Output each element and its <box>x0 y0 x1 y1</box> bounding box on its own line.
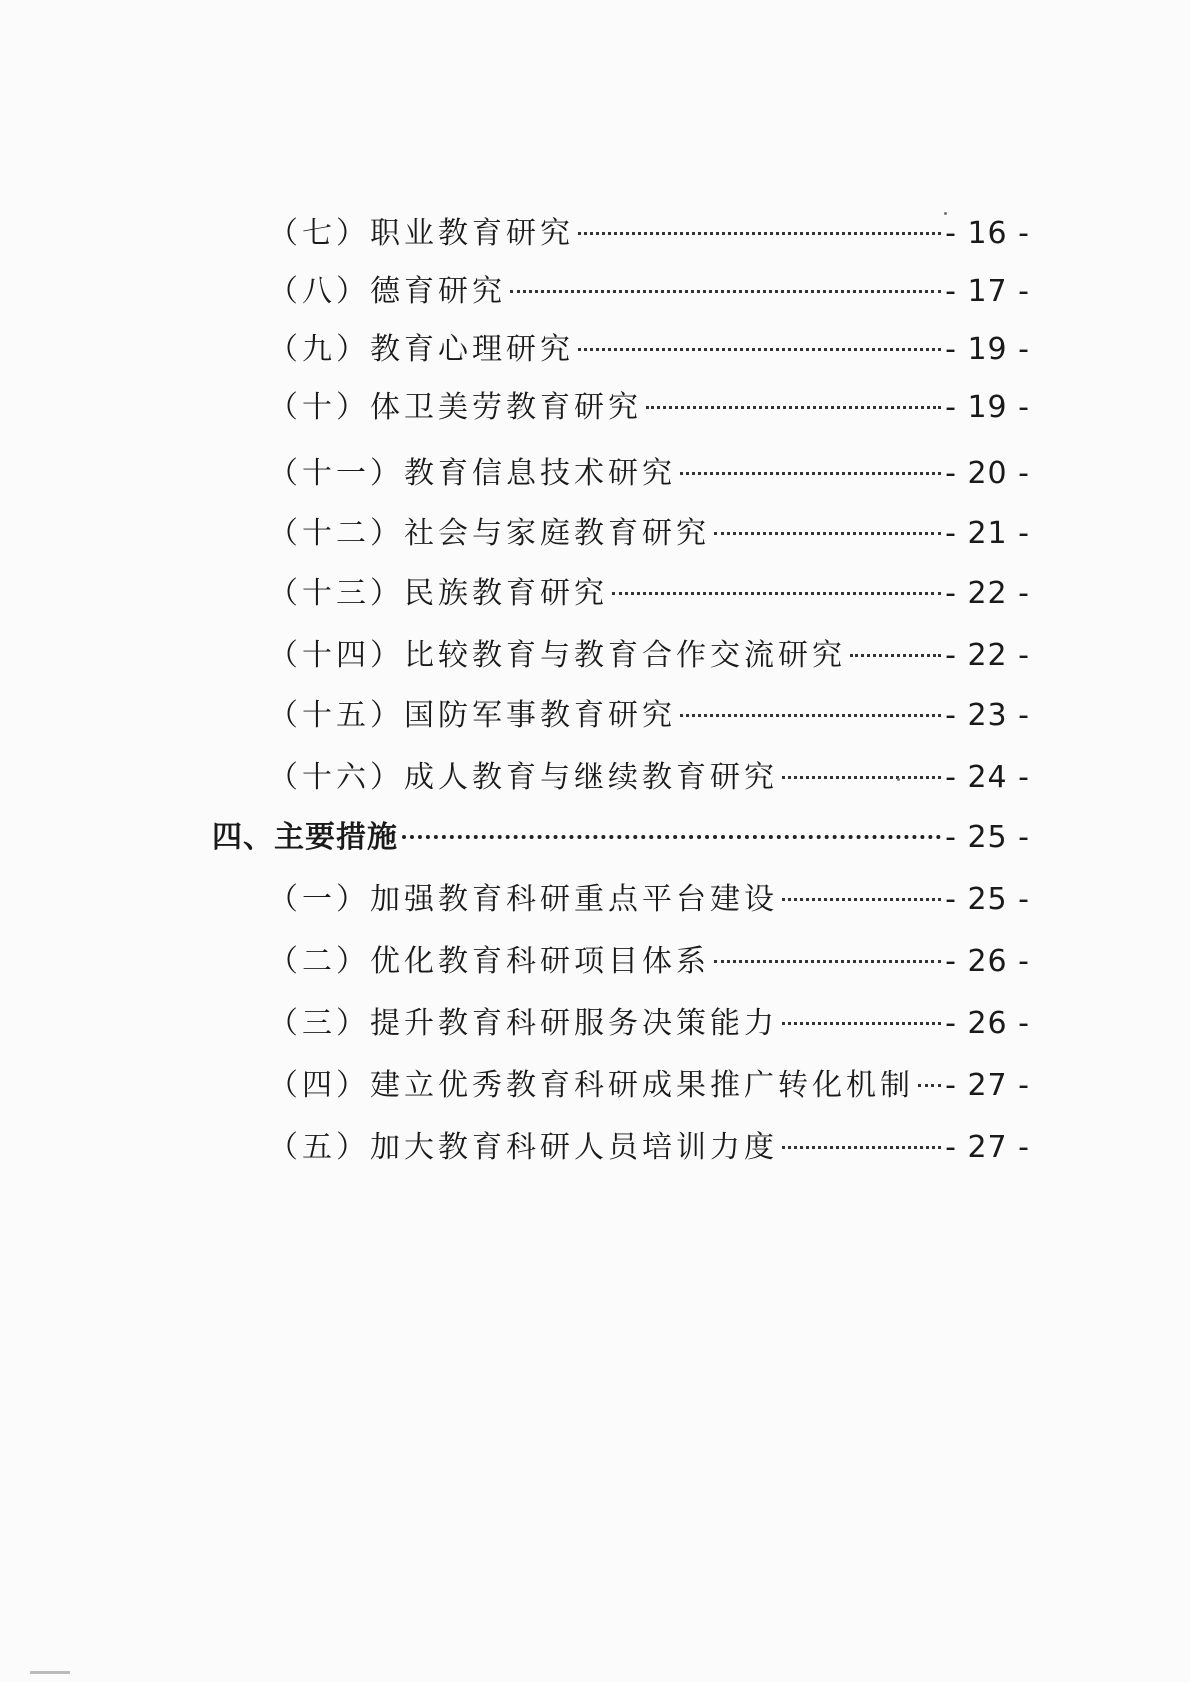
toc-entry-page: - 27 - <box>945 1130 1030 1165</box>
toc-dot-leader <box>646 406 941 409</box>
toc-dot-leader <box>714 532 941 535</box>
toc-entry <box>268 570 1030 618</box>
toc-entry-page: - 24 - <box>945 760 1030 795</box>
toc-dot-leader <box>782 776 941 779</box>
toc-entry-page: - 17 - <box>945 274 1030 309</box>
toc-entry-label: （八）德育研究 <box>268 274 506 309</box>
toc-entry <box>268 326 1030 374</box>
toc-section-heading <box>212 814 1030 862</box>
toc-entry <box>268 384 1030 432</box>
toc-entry-label: （十三）民族教育研究 <box>268 576 608 611</box>
toc-entry <box>268 1062 1030 1110</box>
toc-entry-page: - 19 - <box>945 390 1030 425</box>
toc-entry <box>268 1124 1030 1172</box>
toc-entry-page: - 22 - <box>945 638 1030 673</box>
toc-entry-page: - 26 - <box>945 1006 1030 1041</box>
toc-entry <box>268 210 1030 258</box>
toc-entry <box>268 268 1030 316</box>
toc-entry-label: （十二）社会与家庭教育研究 <box>268 516 710 551</box>
toc-entry <box>268 938 1030 986</box>
toc-dot-leader <box>680 472 941 475</box>
toc-dot-leader <box>714 960 941 963</box>
toc-dot-leader <box>782 898 941 901</box>
toc-dot-leader <box>402 835 941 839</box>
scan-edge-mark <box>30 1671 70 1674</box>
toc-dot-leader <box>850 654 941 657</box>
toc-entry <box>268 510 1030 558</box>
toc-dot-leader <box>680 714 941 717</box>
toc-entry-label: （十）体卫美劳教育研究 <box>268 390 642 425</box>
toc-entry-page: - 21 - <box>945 516 1030 551</box>
toc-entry-page: - 26 - <box>945 944 1030 979</box>
toc-entry-label: （十四）比较教育与教育合作交流研究 <box>268 638 846 673</box>
toc-dot-leader <box>918 1084 941 1087</box>
toc-dot-leader <box>612 592 941 595</box>
toc-entry-label: （七）职业教育研究 <box>268 216 574 251</box>
toc-entry-label: （十五）国防军事教育研究 <box>268 698 676 733</box>
toc-entry-label: （五）加大教育科研人员培训力度 <box>268 1130 778 1165</box>
toc-dot-leader <box>782 1146 941 1149</box>
toc-entry-label: （四）建立优秀教育科研成果推广转化机制 <box>268 1068 914 1103</box>
scan-speck <box>897 778 900 781</box>
toc-section-page: - 25 - <box>945 820 1030 855</box>
toc-entry <box>268 1000 1030 1048</box>
toc-entry-label: （二）优化教育科研项目体系 <box>268 944 710 979</box>
toc-section-label: 四、主要措施 <box>212 820 398 855</box>
toc-entry-label: （十六）成人教育与继续教育研究 <box>268 760 778 795</box>
toc-dot-leader <box>578 348 941 351</box>
toc-entry-page: - 23 - <box>945 698 1030 733</box>
toc-entry-page: - 22 - <box>945 576 1030 611</box>
toc-entry-page: - 16 - <box>945 216 1030 251</box>
toc-entry-label: （一）加强教育科研重点平台建设 <box>268 882 778 917</box>
toc-entry-label: （十一）教育信息技术研究 <box>268 456 676 491</box>
toc-entry-page: - 25 - <box>945 882 1030 917</box>
toc-entry-label: （九）教育心理研究 <box>268 332 574 367</box>
toc-entry-page: - 19 - <box>945 332 1030 367</box>
toc-entry <box>268 692 1030 740</box>
scan-speck <box>944 212 947 215</box>
toc-dot-leader <box>510 290 941 293</box>
toc-entry <box>268 876 1030 924</box>
toc-entry-label: （三）提升教育科研服务决策能力 <box>268 1006 778 1041</box>
toc-entry <box>268 632 1030 680</box>
toc-entry-page: - 27 - <box>945 1068 1030 1103</box>
toc-dot-leader <box>578 232 941 235</box>
toc-entry <box>268 754 1030 802</box>
toc-dot-leader <box>782 1022 941 1025</box>
toc-entry <box>268 450 1030 498</box>
toc-entry-page: - 20 - <box>945 456 1030 491</box>
